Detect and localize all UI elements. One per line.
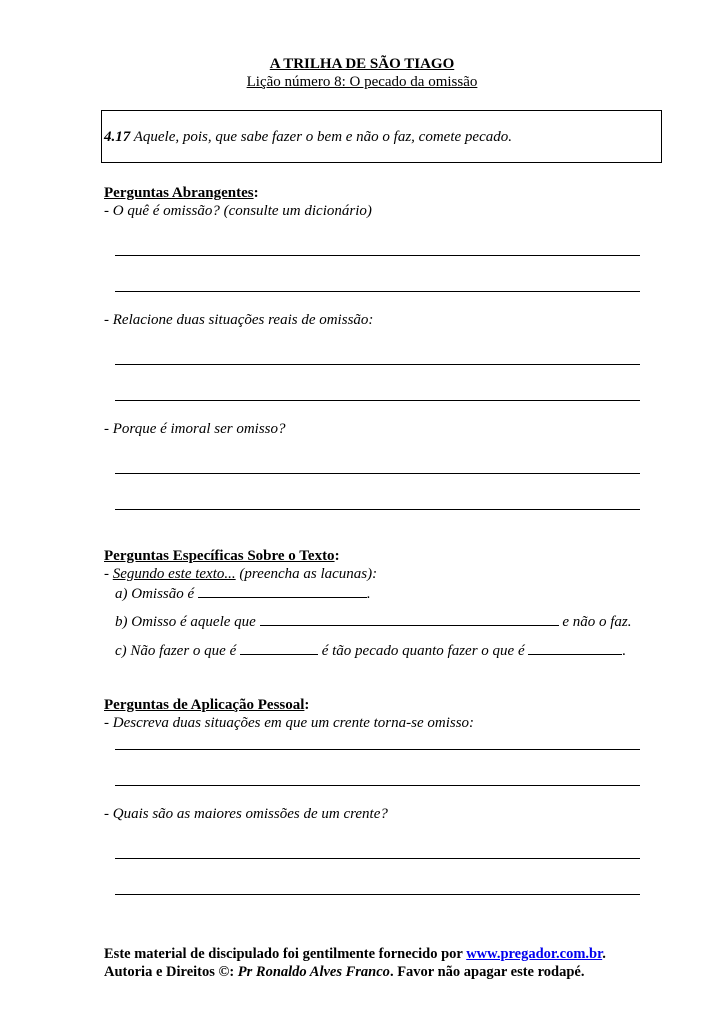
- heading-colon: :: [304, 697, 310, 713]
- answer-line[interactable]: [115, 509, 640, 510]
- verse-body: Aquele, pois, que sabe fazer o bem e não o faz, comete pecado.: [130, 129, 512, 145]
- lesson-subtitle: Lição número 8: O pecado da omissão: [246, 74, 478, 90]
- section-heading-abrangentes: [104, 184, 259, 202]
- question-imoral: - Porque é imoral ser omisso?: [104, 421, 286, 437]
- question-maiores-omissoes: - Quais são as maiores omissões de um crente?: [104, 806, 388, 822]
- footer-line-2: [104, 963, 584, 981]
- footer-text: .: [602, 946, 606, 962]
- answer-line[interactable]: [115, 473, 640, 474]
- footer-author: Pr Ronaldo Alves Franco: [237, 964, 390, 980]
- fill-item-label: b) Omisso é aquele que: [115, 614, 260, 630]
- answer-line[interactable]: [115, 894, 640, 895]
- fill-item-end: .: [622, 643, 627, 659]
- answer-line[interactable]: [115, 785, 640, 786]
- heading-colon: :: [334, 548, 340, 564]
- section-heading-text: Perguntas Específicas Sobre o Texto: [104, 548, 335, 564]
- intro-dash: -: [104, 566, 113, 582]
- page-title: A TRILHA DE SÃO TIAGO: [269, 56, 455, 72]
- verse-text: [104, 128, 512, 146]
- heading-colon: :: [253, 185, 259, 201]
- section-heading-text: Perguntas Abrangentes: [104, 185, 254, 201]
- blank-field[interactable]: [528, 642, 622, 655]
- blank-field[interactable]: [240, 642, 318, 655]
- answer-line[interactable]: [115, 291, 640, 292]
- fill-item-b: [115, 613, 631, 631]
- section-heading-especificas: [104, 547, 340, 565]
- fill-item-end: e não o faz.: [558, 614, 632, 630]
- fill-item-label: c) Não fazer o que é: [115, 643, 240, 659]
- answer-line[interactable]: [115, 858, 640, 859]
- blank-field[interactable]: [260, 613, 559, 626]
- question-situacoes: - Relacione duas situações reais de omissão:: [104, 312, 374, 328]
- section-heading-aplicacao: [104, 696, 309, 714]
- question-omissao: - O quê é omissão? (consulte um dicionário): [104, 203, 372, 219]
- fill-item-end: .: [366, 586, 371, 602]
- footer-link[interactable]: www.pregador.com.br: [466, 946, 603, 962]
- intro-rest: (preencha as lacunas):: [235, 566, 378, 582]
- blank-field[interactable]: [198, 585, 367, 598]
- answer-line[interactable]: [115, 400, 640, 401]
- answer-line[interactable]: [115, 749, 640, 750]
- section-heading-text: Perguntas de Aplicação Pessoal: [104, 697, 305, 713]
- footer-text: Autoria e Direitos ©:: [104, 964, 238, 980]
- fill-item-label: a) Omissão é: [115, 586, 198, 602]
- footer-line-1: [104, 945, 606, 963]
- footer-text: Este material de discipulado foi gentilmente fornecido por: [104, 946, 467, 962]
- verse-ref: 4.17: [104, 129, 131, 145]
- answer-line[interactable]: [115, 364, 640, 365]
- footer-text: . Favor não apagar este rodapé.: [389, 964, 585, 980]
- intro-underlined: Segundo este texto...: [112, 566, 236, 582]
- answer-line[interactable]: [115, 255, 640, 256]
- fill-blanks-intro: [104, 565, 377, 583]
- fill-item-mid: é tão pecado quanto fazer o que é: [317, 643, 529, 659]
- question-crente-omisso: - Descreva duas situações em que um crente torna-se omisso:: [104, 715, 475, 731]
- fill-item-a: [115, 585, 371, 603]
- fill-item-c: [115, 642, 626, 660]
